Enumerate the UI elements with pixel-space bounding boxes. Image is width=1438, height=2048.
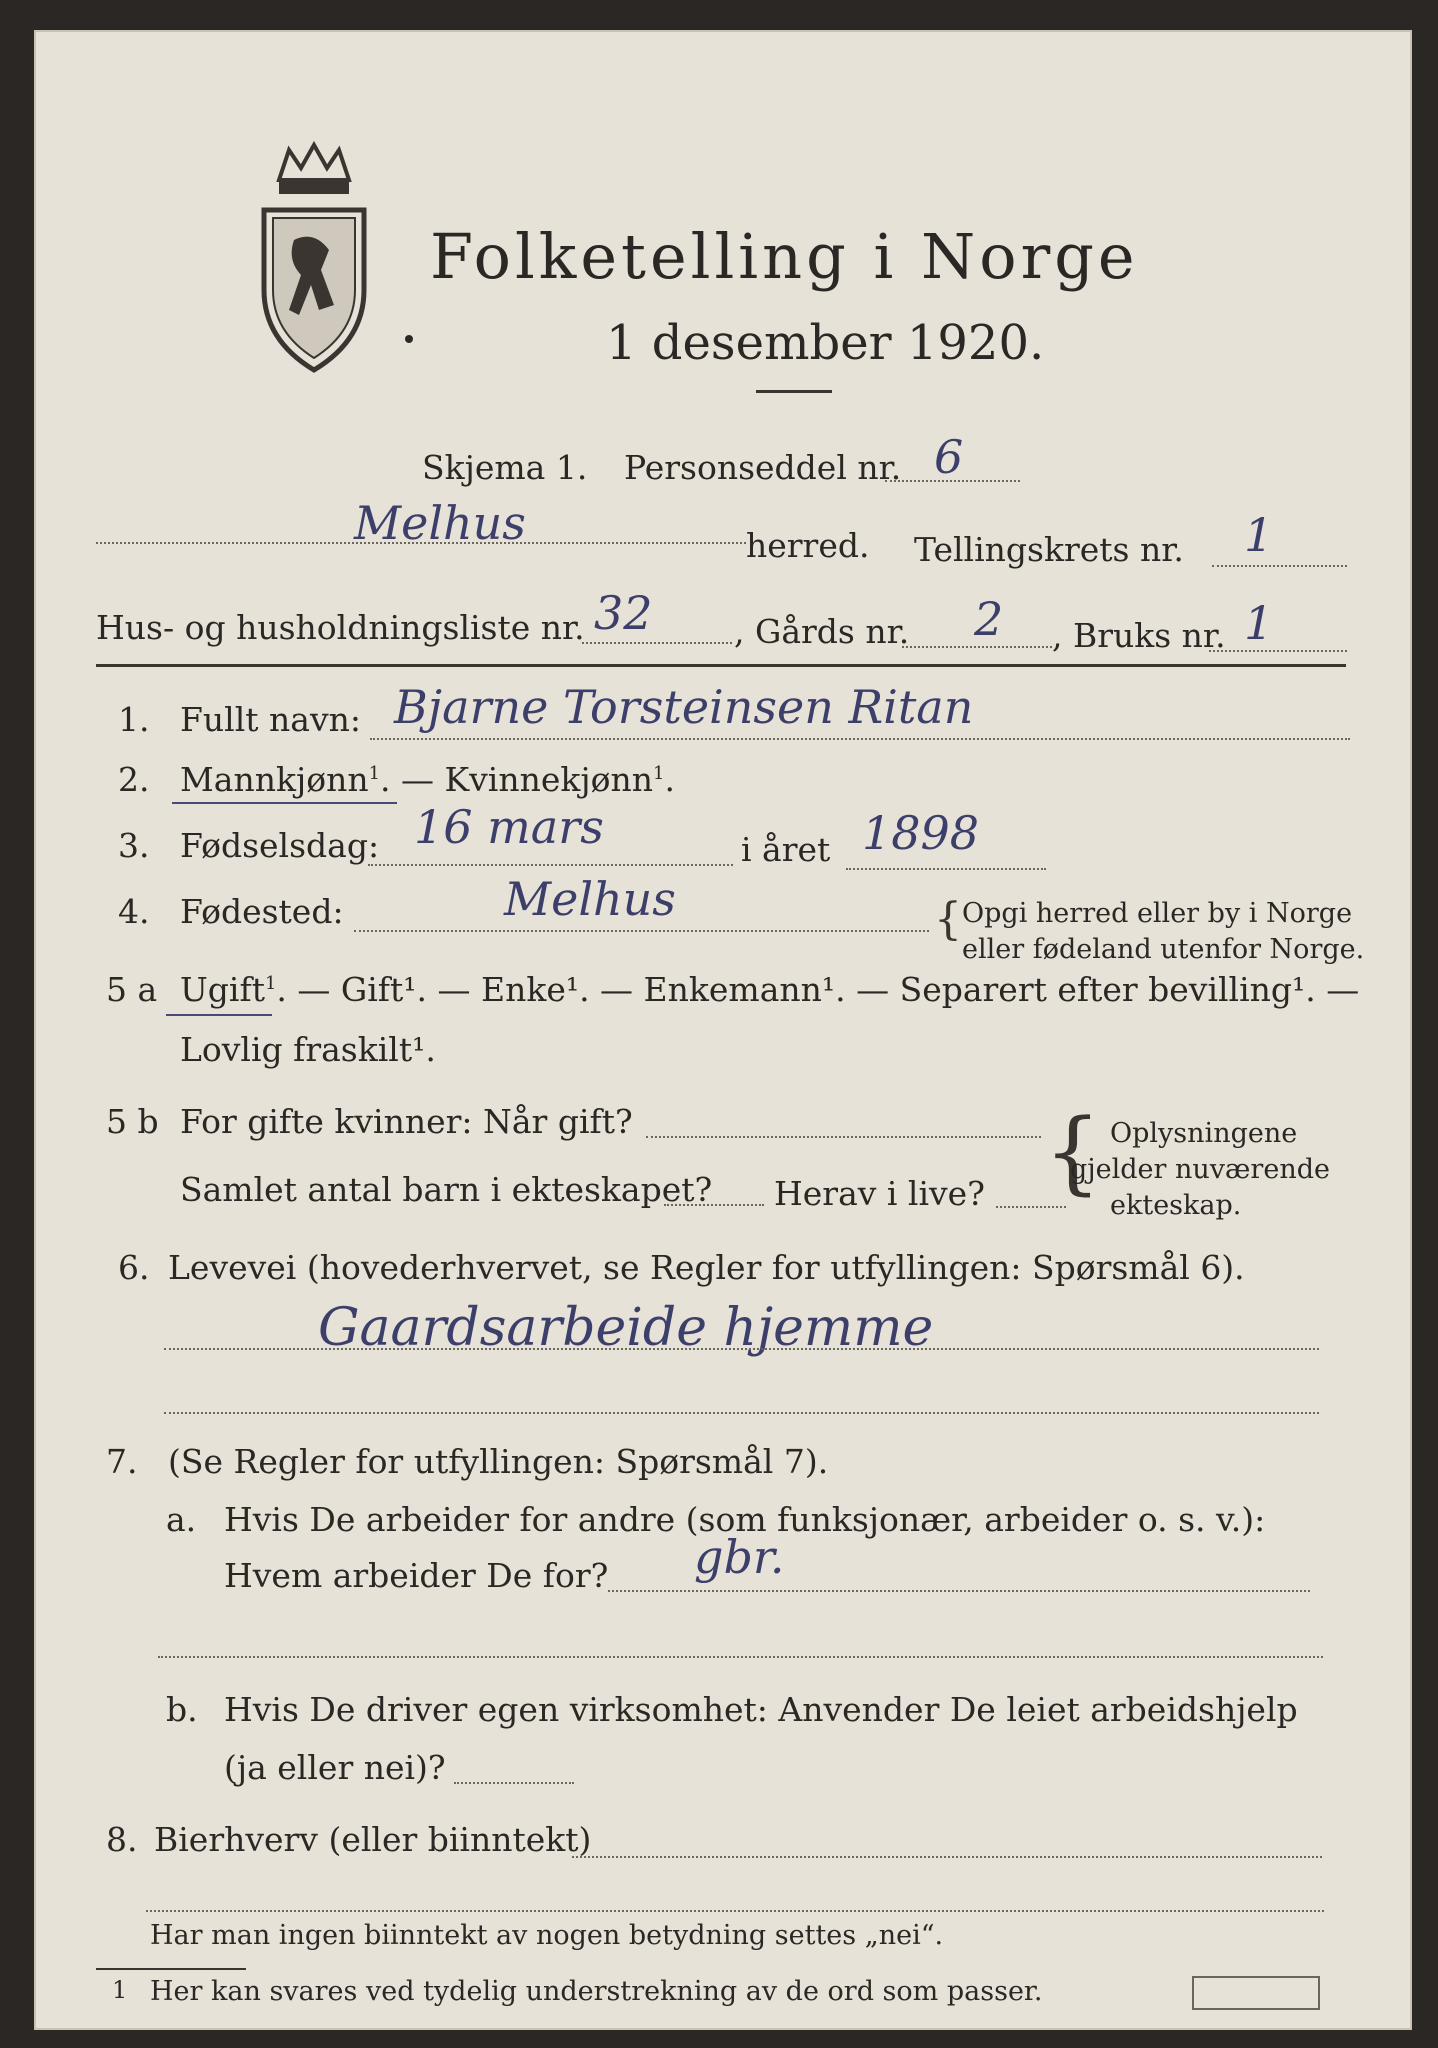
q7a-label-2: Hvem arbeider De for? xyxy=(224,1556,609,1595)
gards-label: , Gårds nr. xyxy=(734,612,910,651)
q5b-number: 5 b xyxy=(106,1102,159,1141)
q5b-note-2: gjelder nuværende xyxy=(1070,1154,1330,1185)
q6-number: 6. xyxy=(118,1248,150,1287)
q2-male: Mannkjønn xyxy=(180,760,369,799)
q8-number: 8. xyxy=(106,1820,138,1859)
census-form-page xyxy=(34,30,1412,2030)
q5b-note-1: Oplysningene xyxy=(1110,1118,1298,1149)
q1-number: 1. xyxy=(118,700,150,739)
q1-line xyxy=(370,738,1350,740)
tellingskrets-value: 1 xyxy=(1244,508,1274,562)
footnote-number: 1 xyxy=(112,1976,128,2004)
husholdning-line xyxy=(582,642,732,644)
q5b-live-label: Herav i live? xyxy=(774,1174,985,1213)
bruks-line xyxy=(1209,650,1347,652)
q7-number: 7. xyxy=(106,1442,138,1481)
q5a-options: Ugift$^1$. — Gift¹. — Enke¹. — Enkemann¹. — Separert efter bevilling¹. — xyxy=(180,970,1360,1009)
q5b-barn-line xyxy=(664,1204,764,1206)
q7b-line xyxy=(454,1782,574,1784)
husholdning-label: Hus- og husholdningsliste nr. xyxy=(96,608,585,647)
q6-line-1 xyxy=(164,1348,1319,1350)
q3-year-label: i året xyxy=(741,830,831,869)
printer-stamp xyxy=(1192,1976,1320,2010)
bruks-label: , Bruks nr. xyxy=(1052,616,1226,655)
q3-value: 16 mars xyxy=(414,800,604,854)
herred-value: Melhus xyxy=(354,496,526,550)
q5b-brace: { xyxy=(1044,1100,1102,1205)
footnote-divider xyxy=(96,1968,246,1970)
q2-options: Mannkjønn$^1$. — Kvinnekjønn$^1$. xyxy=(180,760,675,799)
gards-value: 2 xyxy=(974,592,1004,646)
footnote-text: Her kan svares ved tydelig understrekning av de ord som passer. xyxy=(150,1976,1043,2007)
q3-year-value: 1898 xyxy=(862,806,980,860)
census-date: 1 desember 1920. xyxy=(606,315,1045,371)
q7b-label-2: (ja eller nei)? xyxy=(224,1748,446,1787)
q5b-note-3: ekteskap. xyxy=(1110,1190,1242,1221)
q4-note-1: Opgi herred eller by i Norge xyxy=(962,898,1353,929)
q3-year-line xyxy=(846,868,1046,870)
q7a-number: a. xyxy=(166,1500,197,1539)
q6-line-2 xyxy=(164,1412,1319,1414)
personseddel-value: 6 xyxy=(934,430,964,484)
q4-brace: { xyxy=(934,894,962,945)
form-title: Folketelling i Norge xyxy=(430,220,1139,293)
tellingskrets-line xyxy=(1212,565,1347,567)
q2-separator: . — xyxy=(380,760,445,799)
bruks-value: 1 xyxy=(1244,596,1274,650)
q2-male-underline xyxy=(172,802,397,804)
q4-label: Fødested: xyxy=(180,892,344,931)
q7a-value: gbr. xyxy=(694,1530,785,1584)
q3-label: Fødselsdag: xyxy=(180,826,380,865)
q5b-label: For gifte kvinner: Når gift? xyxy=(180,1102,633,1141)
q4-line xyxy=(354,930,929,932)
q4-number: 4. xyxy=(118,892,150,931)
skjema-label: Skjema 1. xyxy=(422,448,588,487)
tellingskrets-label: Tellingskrets nr. xyxy=(914,530,1184,569)
q3-day-line xyxy=(368,864,733,866)
q1-value: Bjarne Torsteinsen Ritan xyxy=(394,680,974,734)
q1-label: Fullt navn: xyxy=(180,700,361,739)
q5b-gift-line xyxy=(646,1136,1041,1138)
q4-value: Melhus xyxy=(504,872,676,926)
title-divider xyxy=(756,390,832,393)
norway-coat-of-arms-icon xyxy=(259,140,369,375)
q5a-ugift-underline xyxy=(166,1014,272,1016)
q5a-line2: Lovlig fraskilt¹. xyxy=(180,1030,436,1069)
q8-line xyxy=(572,1856,1322,1858)
q7b-label: Hvis De driver egen virksomhet: Anvender De leiet arbeidshjelp xyxy=(224,1690,1298,1729)
q2-number: 2. xyxy=(118,760,150,799)
q7a-label: Hvis De arbeider for andre (som funksjonær, arbeider o. s. v.): xyxy=(224,1500,1266,1539)
q7-label: (Se Regler for utfyllingen: Spørsmål 7). xyxy=(168,1442,829,1481)
q3-number: 3. xyxy=(118,826,150,865)
q7a-line-2 xyxy=(158,1656,1323,1658)
q7b-number: b. xyxy=(166,1690,198,1729)
herred-label: herred. xyxy=(746,526,870,565)
gards-line xyxy=(902,646,1052,648)
q5a-rest: . — Gift¹. — Enke¹. — Enkemann¹. — Separert efter bevilling¹. — xyxy=(276,970,1360,1009)
q5a-ugift: Ugift xyxy=(180,970,265,1009)
q6-label: Levevei (hovederhvervet, se Regler for utfyllingen: Spørsmål 6). xyxy=(168,1248,1245,1287)
q5b-live-line xyxy=(996,1206,1066,1208)
header-separator xyxy=(96,664,1346,667)
q4-note-2: eller fødeland utenfor Norge. xyxy=(962,934,1365,965)
q5a-number: 5 a xyxy=(106,970,158,1009)
husholdning-value: 32 xyxy=(594,586,653,640)
q8-label: Bierhverv (eller biinntekt) xyxy=(154,1820,592,1859)
personseddel-label: Personseddel nr. xyxy=(624,448,902,487)
q6-value: Gaardsarbeide hjemme xyxy=(318,1298,934,1358)
q8-line-2 xyxy=(146,1910,1324,1912)
q2-female: Kvinnekjønn xyxy=(444,760,654,799)
q5b-barn-label: Samlet antal barn i ekteskapet? xyxy=(180,1170,713,1209)
footer-note: Har man ingen biinntekt av nogen betydning settes „nei“. xyxy=(150,1920,944,1951)
ink-dot xyxy=(405,335,413,343)
q7a-line xyxy=(608,1590,1310,1592)
